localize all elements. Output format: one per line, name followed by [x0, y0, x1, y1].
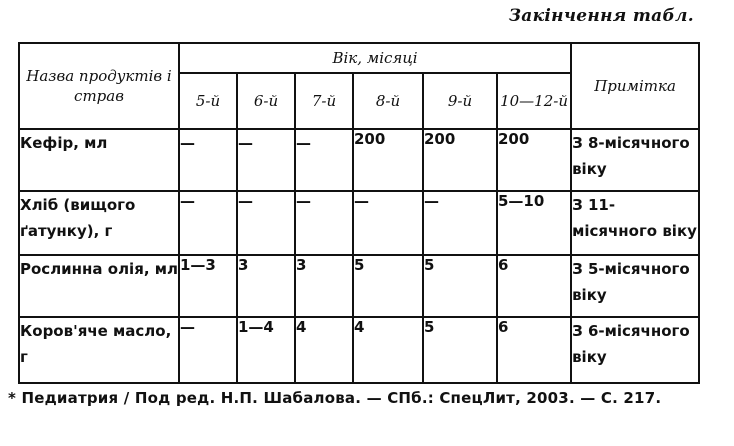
table-cell: 200	[423, 129, 497, 191]
table-cell: —	[179, 129, 237, 191]
table-row	[19, 129, 699, 191]
table-cell: —	[423, 191, 497, 255]
table-cell: 200	[497, 129, 571, 191]
table-cell: 200	[353, 129, 423, 191]
table-cell: —	[237, 191, 295, 255]
table-cell: 1—4	[237, 317, 295, 383]
table-cell: 4	[295, 317, 353, 383]
column-header-month: 5-й	[179, 73, 237, 129]
column-header-month: 9-й	[423, 73, 497, 129]
table-row	[19, 255, 699, 317]
product-name: Коров'яче масло, г	[19, 317, 179, 383]
table-row	[19, 317, 699, 383]
product-name: Хліб (вищого ґатунку), г	[19, 191, 179, 255]
footnote: * Педиатрия / Под ред. Н.П. Шабалова. — СПб.: СпецЛит, 2003. — С. 217.	[8, 389, 662, 407]
table-cell: —	[179, 317, 237, 383]
note-cell: З 11-місячного віку	[571, 191, 699, 255]
table-cell: —	[295, 191, 353, 255]
column-header-month: 6-й	[237, 73, 295, 129]
product-name: Кефір, мл	[19, 129, 179, 191]
table-cell: —	[295, 129, 353, 191]
table-cell: 1—3	[179, 255, 237, 317]
table-continuation-title: Закінчення табл.	[508, 6, 694, 26]
table-cell: 6	[497, 255, 571, 317]
table-row	[19, 191, 699, 255]
product-name: Рослинна олія, мл	[19, 255, 179, 317]
note-cell: З 5-місячного віку	[571, 255, 699, 317]
table-cell: 4	[353, 317, 423, 383]
column-header-product: Назва продуктів і страв	[19, 43, 179, 129]
column-header-note: Примітка	[571, 43, 699, 129]
table-cell: —	[353, 191, 423, 255]
note-cell: З 6-місячного віку	[571, 317, 699, 383]
column-header-month: 8-й	[353, 73, 423, 129]
column-header-month: 7-й	[295, 73, 353, 129]
table-cell: —	[179, 191, 237, 255]
table-cell: 5	[423, 317, 497, 383]
table-cell: 3	[295, 255, 353, 317]
column-header-month: 10—12-й	[497, 73, 571, 129]
column-header-age-group: Вік, місяці	[179, 43, 571, 73]
table-cell: 3	[237, 255, 295, 317]
note-cell: З 8-місячного віку	[571, 129, 699, 191]
table-cell: 5—10	[497, 191, 571, 255]
table-cell: 5	[353, 255, 423, 317]
nutrition-table	[18, 42, 700, 384]
table-cell: 5	[423, 255, 497, 317]
table-cell: 6	[497, 317, 571, 383]
table-cell: —	[237, 129, 295, 191]
